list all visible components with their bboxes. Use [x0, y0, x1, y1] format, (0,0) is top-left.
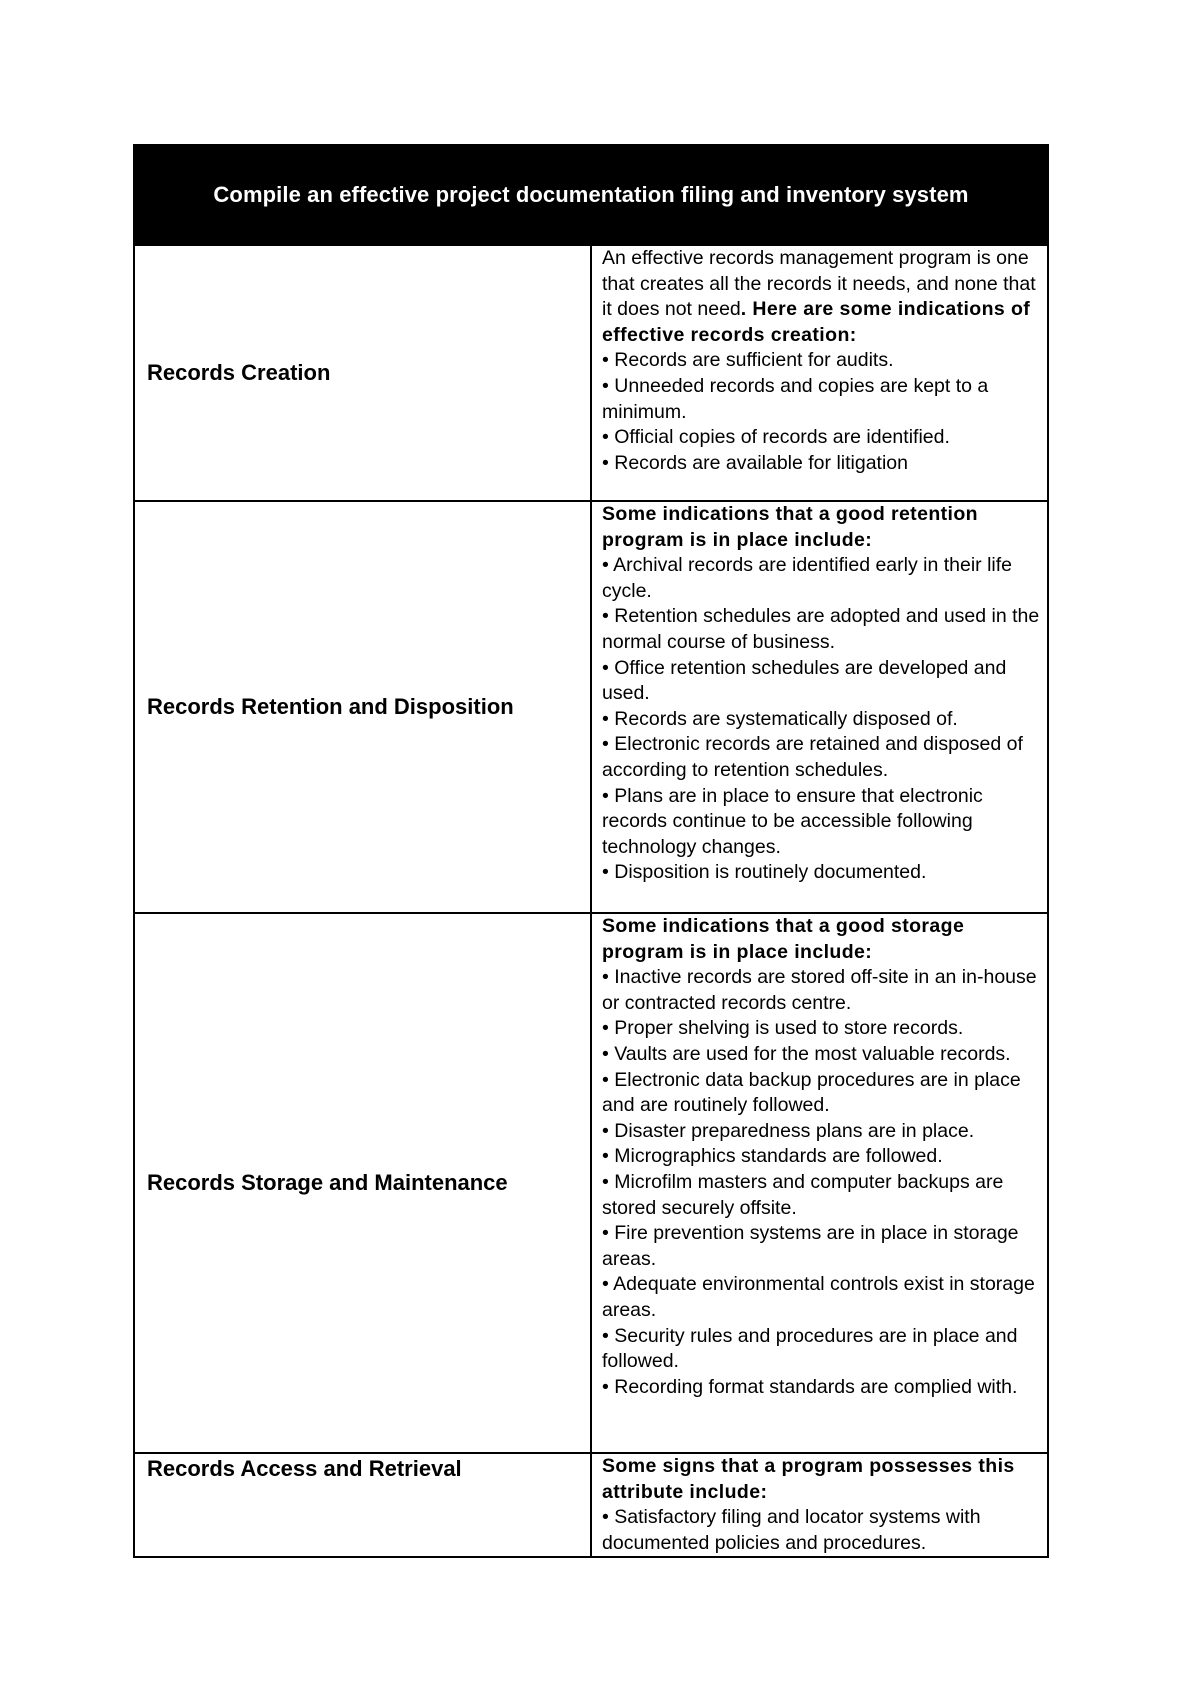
list-item: • Office retention schedules are developed and used. [602, 656, 1007, 705]
intro-bold-text: . Here are some indications of effective records creation: [602, 298, 1031, 346]
row-content-records-retention [591, 501, 1048, 913]
section-heading: Some indications that a good storage program is in place include: [602, 915, 965, 963]
list-item: • Plans are in place to ensure that electronic records continue to be accessible following technology changes. [602, 784, 983, 858]
list-item: • Security rules and procedures are in place and followed. [602, 1324, 1018, 1373]
list-item: • Records are available for litigation [602, 451, 908, 474]
list-item: • Proper shelving is used to store records. [602, 1017, 964, 1040]
list-item: • Microfilm masters and computer backups are stored securely offsite. [602, 1170, 1004, 1219]
row-label-records-creation: Records Creation [134, 245, 591, 501]
list-item: • Fire prevention systems are in place in storage areas. [602, 1222, 1019, 1270]
list-item: • Archival records are identified early in their life cycle. [602, 554, 1013, 602]
list-item: • Electronic data backup procedures are in place and are routinely followed. [602, 1068, 1021, 1117]
list-item: • Unneeded records and copies are kept to a minimum. [602, 374, 989, 423]
list-item: • Disposition is routinely documented. [602, 861, 927, 884]
row-content-records-storage [591, 913, 1048, 1453]
row-content-records-access [591, 1453, 1048, 1557]
list-item: • Disaster preparedness plans are in place. [602, 1119, 975, 1142]
row-label-records-access: Records Access and Retrieval [134, 1453, 591, 1557]
list-item: • Records are systematically disposed of. [602, 707, 958, 730]
table-row [134, 245, 1048, 501]
table-row [134, 1453, 1048, 1557]
table-row [134, 501, 1048, 913]
table-row [134, 913, 1048, 1453]
list-item: • Recording format standards are complied with. [602, 1375, 1018, 1398]
list-item: • Electronic records are retained and disposed of according to retention schedules. [602, 733, 1023, 781]
list-item: • Official copies of records are identified. [602, 426, 950, 449]
intro-text: An effective records management program is one that creates all the records it needs, and none that it does not need [602, 247, 1036, 321]
section-heading: Some indications that a good retention program is in place include: [602, 503, 978, 551]
table-header-row [134, 145, 1048, 245]
row-content-records-creation [591, 245, 1048, 501]
list-item: • Retention schedules are adopted and used in the normal course of business. [602, 605, 1040, 653]
list-item: • Records are sufficient for audits. [602, 349, 894, 372]
list-item: • Inactive records are stored off-site in an in-house or contracted records centre. [602, 966, 1037, 1014]
table-title: Compile an effective project documentation filing and inventory system [134, 145, 1048, 245]
records-management-table [133, 144, 1049, 1558]
list-item: • Micrographics standards are followed. [602, 1145, 943, 1168]
row-label-records-retention: Records Retention and Disposition [134, 501, 591, 913]
row-label-records-storage: Records Storage and Maintenance [134, 913, 591, 1453]
list-item: • Vaults are used for the most valuable records. [602, 1042, 1011, 1065]
list-item: • Adequate environmental controls exist in storage areas. [602, 1273, 1035, 1321]
list-item: • Satisfactory filing and locator systems with documented policies and procedures. [602, 1506, 981, 1554]
section-heading: Some signs that a program possesses this attribute include: [602, 1455, 1015, 1503]
